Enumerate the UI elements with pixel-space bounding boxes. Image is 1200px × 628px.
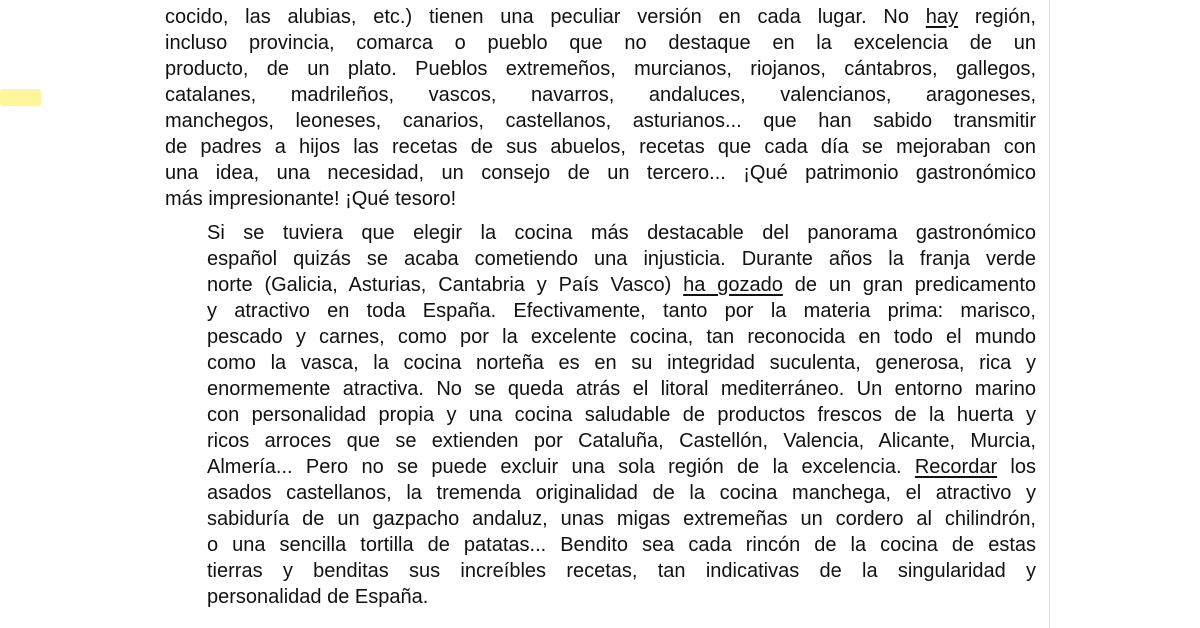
text-line: [165, 272, 1036, 298]
underlined-word: Recordar: [914, 456, 998, 478]
text-run: Si se tuviera que elegir la cocina más destacable del panorama gastronómico: [207, 222, 1036, 244]
text-line: [165, 220, 1036, 246]
text-run: con personalidad propia y una cocina saludable de productos frescos de la huerta y: [207, 404, 1036, 426]
text-run: cocido, las alubias, etc.) tienen una peculiar versión en cada lugar. No: [165, 6, 926, 28]
text-line: [165, 350, 1036, 376]
text-line: [165, 584, 1036, 610]
text-run: ricos arroces que se extienden por Cataluña, Castellón, Valencia, Alicante, Murcia,: [207, 430, 1036, 452]
text-line: [165, 532, 1036, 558]
text-run: tierras y benditas sus increíbles recetas, tan indicativas de la singularidad y: [207, 560, 1036, 582]
text-run: una idea, una necesidad, un consejo de un tercero... ¡Qué patrimonio gastronómico: [165, 162, 1036, 184]
text-run: y atractivo en toda España. Efectivamente, tanto por la materia prima: marisco,: [207, 300, 1036, 322]
text-run: de padres a hijos las recetas de sus abuelos, recetas que cada día se mejoraban con: [165, 136, 1036, 158]
text-line: [165, 160, 1036, 186]
text-line: [165, 454, 1036, 480]
text-line: [165, 108, 1036, 134]
text-run: producto, de un plato. Pueblos extremeños, murcianos, riojanos, cántabros, gallegos,: [165, 58, 1036, 80]
text-run: enormemente atractiva. No se queda atrás el litoral mediterráneo. Un entorno marino: [207, 378, 1036, 400]
underlined-word: ha gozado: [683, 274, 783, 296]
text-run: asados castellanos, la tremenda originalidad de la cocina manchega, el atractivo y: [207, 482, 1036, 504]
text-column: [165, 4, 1036, 610]
text-run: de un gran predicamento: [782, 274, 1036, 296]
text-line: [165, 82, 1036, 108]
text-line: [165, 376, 1036, 402]
text-line: [165, 324, 1036, 350]
text-run: como la vasca, la cocina norteña es en su integridad suculenta, generosa, rica y: [207, 352, 1036, 374]
text-run: manchegos, leoneses, canarios, castellanos, asturianos... que han sabido transmitir: [165, 110, 1036, 132]
text-run: español quizás se acaba cometiendo una injusticia. Durante años la franja verde: [207, 248, 1036, 270]
underlined-word: hay: [925, 6, 959, 28]
text-run: Almería... Pero no se puede excluir una sola región de la excelencia.: [207, 456, 915, 478]
text-run: incluso provincia, comarca o pueblo que no destaque en la excelencia de un: [165, 32, 1036, 54]
page-edge-divider: [1049, 0, 1050, 628]
text-line: [165, 30, 1036, 56]
text-line: [165, 134, 1036, 160]
text-line: [165, 4, 1036, 30]
text-line: [165, 298, 1036, 324]
text-run: personalidad de España.: [207, 586, 429, 608]
paragraph-1: [165, 4, 1036, 212]
text-run: región,: [958, 6, 1036, 28]
paragraph-2: [165, 220, 1036, 610]
text-run: pescado y carnes, como por la excelente cocina, tan reconocida en todo el mundo: [207, 326, 1036, 348]
text-run: norte (Galicia, Asturias, Cantabria y País Vasco): [207, 274, 684, 296]
text-line: [165, 186, 1036, 212]
text-line: [165, 402, 1036, 428]
text-line: [165, 480, 1036, 506]
text-line: [165, 558, 1036, 584]
text-run: o una sencilla tortilla de patatas... Bendito sea cada rincón de la cocina de estas: [207, 534, 1036, 556]
text-line: [165, 428, 1036, 454]
text-line: [165, 56, 1036, 82]
text-run: sabiduría de un gazpacho andaluz, unas migas extremeñas un cordero al chilindrón,: [207, 508, 1036, 530]
text-line: [165, 246, 1036, 272]
text-run: más impresionante! ¡Qué tesoro!: [165, 188, 457, 210]
text-run: los: [997, 456, 1037, 478]
text-line: [165, 506, 1036, 532]
text-run: catalanes, madrileños, vascos, navarros, andaluces, valencianos, aragoneses,: [165, 84, 1036, 106]
highlight-marker: [0, 89, 41, 106]
